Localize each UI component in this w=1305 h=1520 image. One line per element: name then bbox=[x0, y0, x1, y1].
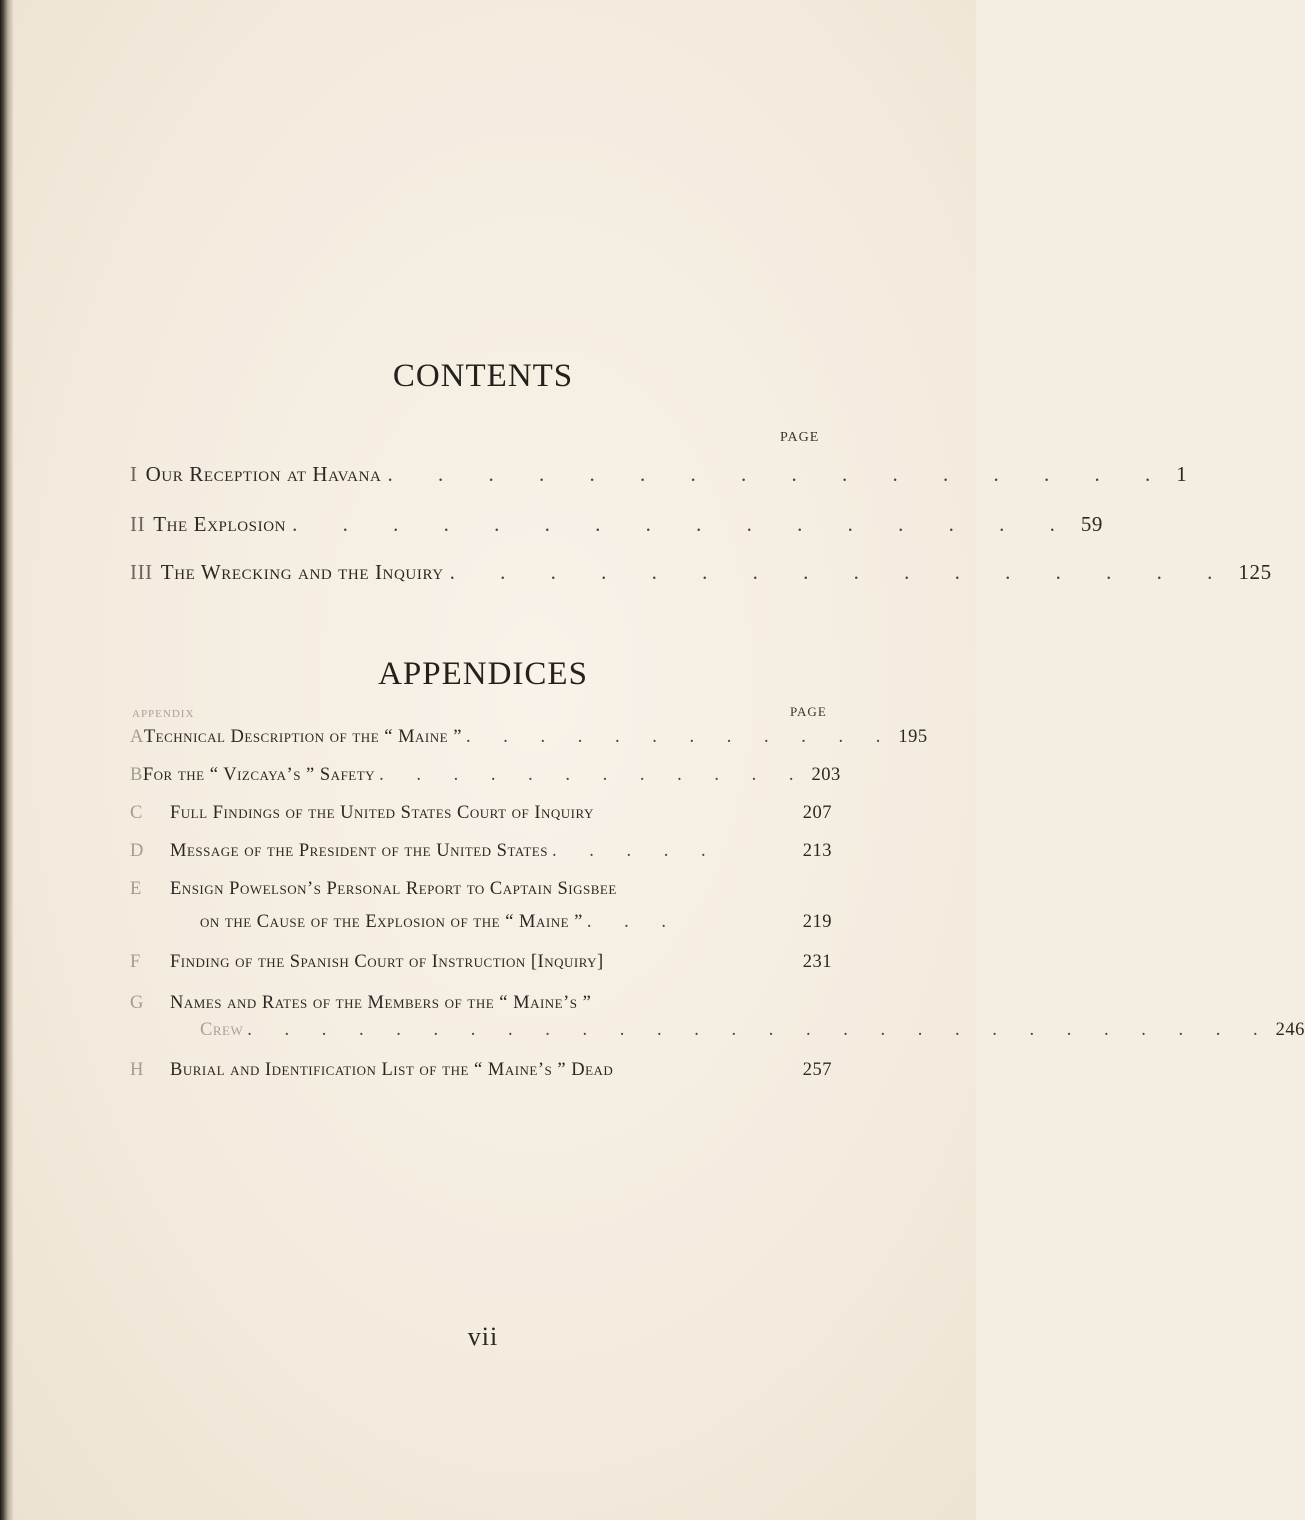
appendix-page: 213 bbox=[802, 841, 832, 861]
appendix-page: 246 bbox=[1275, 1020, 1305, 1040]
chapter-title: Our Reception at Havana bbox=[145, 462, 382, 486]
appendices-heading: APPENDICES bbox=[378, 656, 588, 692]
dot-leader: . . . . . . . . . . . . . . . . bbox=[387, 462, 1171, 486]
chapter-title: The Explosion bbox=[153, 512, 287, 536]
chapter-page: 59 bbox=[1080, 512, 1104, 536]
appendix-entry-continuation bbox=[200, 1020, 1305, 1050]
appendix-letter: D bbox=[130, 841, 144, 861]
appendix-page: 207 bbox=[802, 803, 832, 823]
chapter-title: The Wrecking and the Inquiry bbox=[160, 560, 444, 584]
appendix-letter: E bbox=[130, 879, 142, 899]
appendix-letter: G bbox=[130, 993, 144, 1013]
dot-leader: . . . . . . . . . . . . . . . . . . . . . . . . . . . . bbox=[247, 1020, 1272, 1040]
appendices-page-label: PAGE bbox=[790, 704, 827, 719]
chapter-entry bbox=[130, 560, 1272, 594]
dot-leader: . . . . . . . . . . . . . . . . bbox=[449, 560, 1233, 584]
page-spine-edge bbox=[0, 0, 14, 1520]
appendix-entry bbox=[130, 765, 841, 795]
appendix-title: Finding of the Spanish Court of Instruction [Inquiry] bbox=[170, 952, 604, 972]
chapter-entry bbox=[130, 512, 1104, 546]
appendix-title-continued: Crew bbox=[200, 1020, 244, 1040]
appendix-page: 257 bbox=[802, 1060, 832, 1080]
appendix-page: 231 bbox=[802, 952, 832, 972]
appendix-letter: B bbox=[130, 765, 143, 785]
dot-leader: . . . . . . . . . . . . . . . . bbox=[292, 512, 1075, 536]
appendix-title: Technical Description of the “ Maine ” bbox=[143, 727, 462, 747]
appendix-column-label: APPENDIX bbox=[132, 708, 195, 720]
appendix-title: For the “ Vizcaya’s ” Safety bbox=[142, 765, 376, 785]
appendix-title: Message of the President of the United States bbox=[170, 841, 548, 861]
chapter-number: II bbox=[130, 512, 146, 536]
appendix-page: 219 bbox=[802, 912, 832, 932]
dot-leader: . . . . . . . . . . . . bbox=[465, 727, 895, 747]
contents-heading: CONTENTS bbox=[392, 358, 574, 394]
appendix-letter: A bbox=[130, 727, 144, 747]
appendix-entry bbox=[130, 727, 928, 757]
chapter-page: 1 bbox=[1176, 462, 1188, 486]
appendix-entry bbox=[130, 841, 832, 871]
page-folio-number: vii bbox=[467, 1322, 499, 1351]
appendix-letter: F bbox=[130, 952, 141, 972]
appendix-title: Names and Rates of the Members of the “ Maine’s ” bbox=[170, 993, 592, 1013]
contents-page-label: PAGE bbox=[780, 430, 820, 445]
appendix-title-continued: on the Cause of the Explosion of the “ Maine ” bbox=[200, 912, 583, 932]
appendix-title: Full Findings of the United States Court of Inquiry bbox=[170, 803, 594, 823]
appendix-entry bbox=[130, 803, 832, 833]
chapter-number: III bbox=[130, 560, 153, 584]
appendix-letter: H bbox=[130, 1060, 144, 1080]
chapter-number: I bbox=[130, 462, 138, 486]
appendix-entry bbox=[130, 952, 832, 982]
appendix-title: Ensign Powelson’s Personal Report to Captain Sigsbee bbox=[170, 879, 617, 899]
chapter-entry bbox=[130, 462, 1188, 496]
appendix-entry bbox=[130, 879, 832, 909]
appendix-entry bbox=[130, 1060, 832, 1090]
dot-leader: . . . . . bbox=[551, 841, 720, 861]
appendix-title: Burial and Identification List of the “ Maine’s ” Dead bbox=[170, 1060, 614, 1080]
chapter-page: 125 bbox=[1238, 560, 1272, 584]
appendix-page: 195 bbox=[898, 727, 928, 747]
dot-leader: . . . bbox=[586, 912, 680, 932]
appendix-letter: C bbox=[130, 803, 143, 823]
appendix-entry-continuation bbox=[200, 912, 832, 942]
appendix-entry bbox=[130, 993, 832, 1023]
appendix-page: 203 bbox=[811, 765, 841, 785]
dot-leader: . . . . . . . . . . . . bbox=[379, 765, 808, 785]
